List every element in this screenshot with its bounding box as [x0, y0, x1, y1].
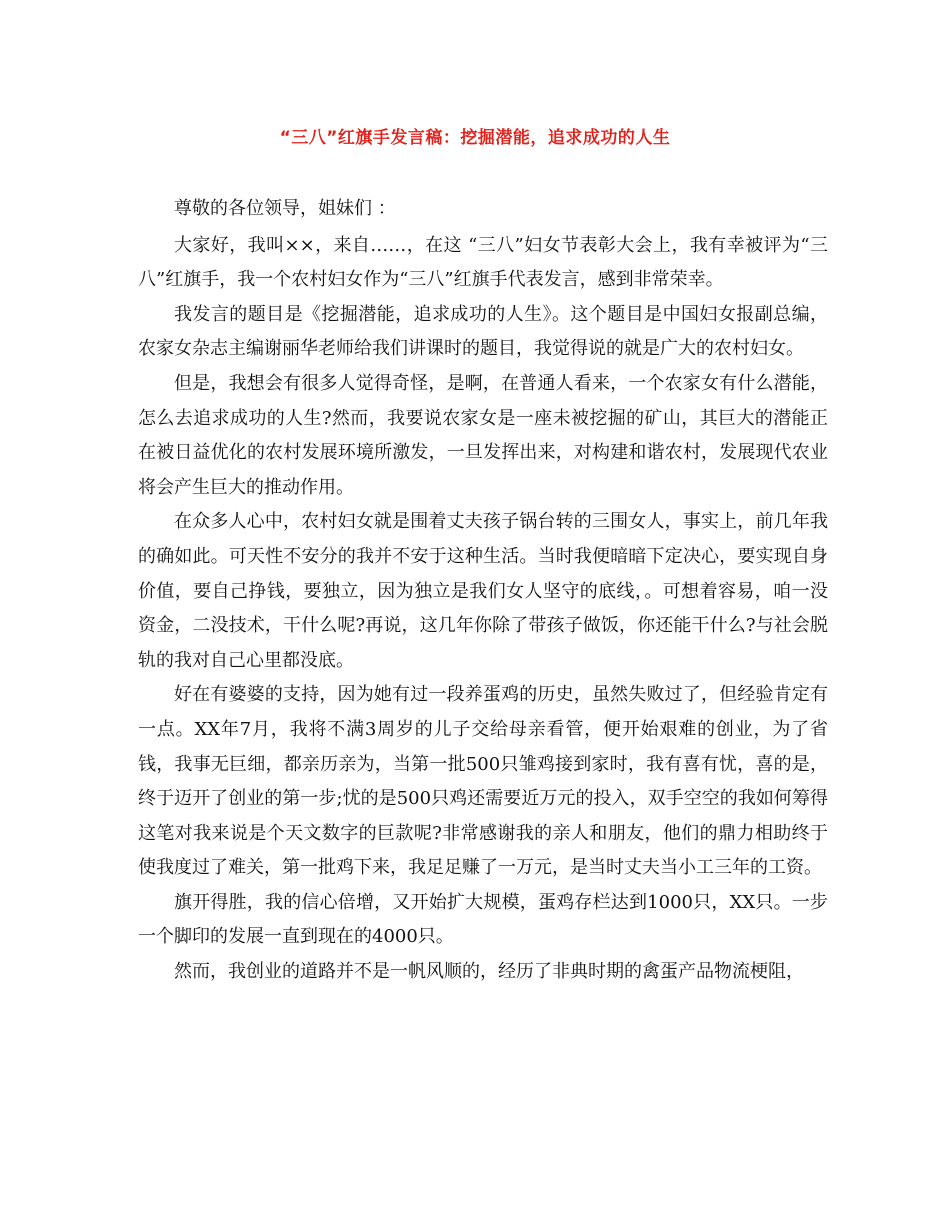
- speech-body: [138, 192, 828, 990]
- body-paragraph: 大家好，我叫××，来自……，在这 “三八”妇女节表彰大会上，我有幸被评为“三八”红旗手，我一个农村妇女作为“三八”红旗手代表发言，感到非常荣幸。: [138, 234, 828, 291]
- body-paragraph: 在众多人心中，农村妇女就是围着丈夫孩子锅台转的三围女人，事实上，前几年我的确如此。可天性不安分的我并不安于这种生活。当时我便暗暗下定决心，要实现自身价值，要自己挣钱，要独立，因为独立是我们女人坚守的底线，。可想着容易，咱一没资金，二没技术，干什么呢?再说，这几年你除了带孩子做饭，你还能干什么?与社会脱轨的我对自己心里都没底。: [138, 511, 828, 671]
- body-paragraph: 好在有婆婆的支持，因为她有过一段养蛋鸡的历史，虽然失败过了，但经验肯定有一点。XX年7月，我将不满3周岁的儿子交给母亲看管，便开始艰难的创业，为了省钱，我事无巨细，都亲历亲为，当第一批500只雏鸡接到家时，我有喜有忧，喜的是，终于迈开了创业的第一步;忧的是500只鸡还需要近万元的投入，双手空空的我如何筹得这笔对我来说是个天文数字的巨款呢?非常感谢我的亲人和朋友，他们的鼎力相助终于使我度过了难关，第一批鸡下来，我足足赚了一万元，是当时丈夫当小工三年的工资。: [138, 684, 828, 879]
- body-paragraph: 我发言的题目是《挖掘潜能，追求成功的人生》。这个题目是中国妇女报副总编，农家女杂志主编谢丽华老师给我们讲课时的题目，我觉得说的就是广大的农村妇女。: [138, 303, 828, 360]
- page-title: “三八”红旗手发言稿：挖掘潜能，追求成功的人生: [279, 128, 671, 148]
- salutation-paragraph: 尊敬的各位领导，姐妹们 ：: [174, 198, 396, 219]
- body-paragraph: 但是，我想会有很多人觉得奇怪，是啊，在普通人看来，一个农家女有什么潜能，怎么去追求成功的人生?然而，我要说农家女是一座未被挖掘的矿山，其巨大的潜能正在被日益优化的农村发展环境所激发，一旦发挥出来，对构建和谐农村，发展现代农业将会产生巨大的推动作用。: [138, 372, 828, 498]
- body-paragraph: 旗开得胜，我的信心倍增，又开始扩大规模，蛋鸡存栏达到1000只，XX只。一步一个脚印的发展一直到现在的4000只。: [138, 891, 828, 948]
- body-paragraph: 然而，我创业的道路并不是一帆风顺的，经历了非典时期的禽蛋产品物流梗阻，: [174, 961, 804, 983]
